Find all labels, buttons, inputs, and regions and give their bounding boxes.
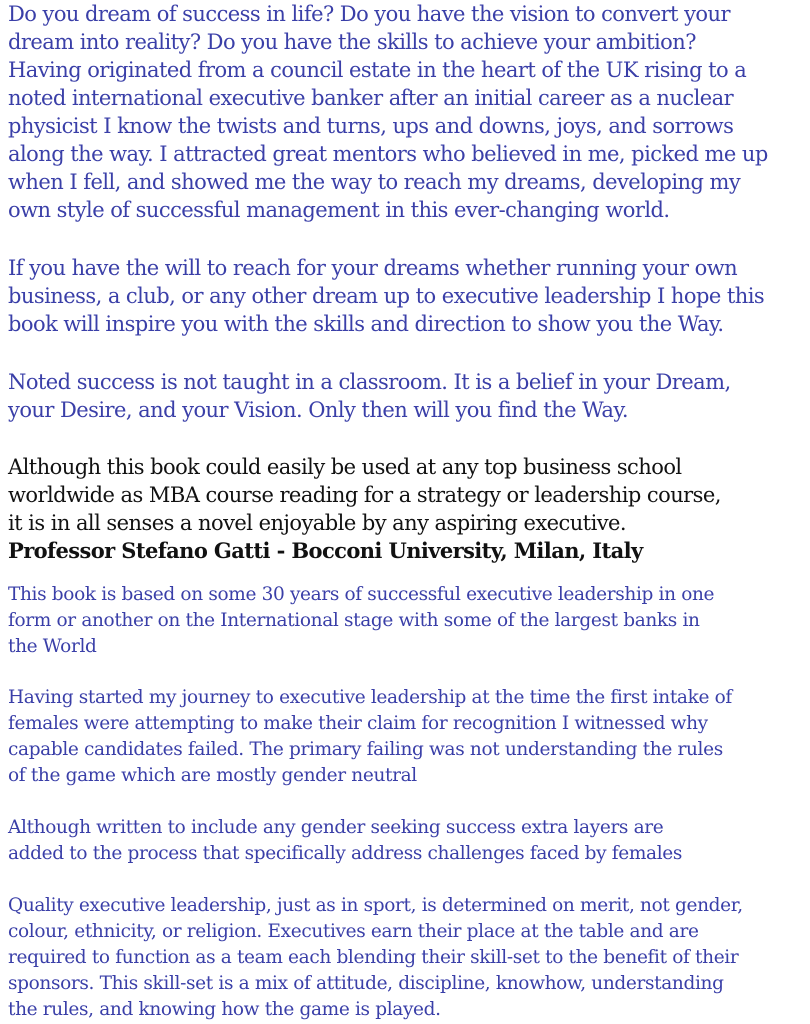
intro-paragraph-vision: Do you dream of success in life? Do you have the vision to convert your dream into reality? Do you have the skills to achieve your ambition? Having originated from a council estate in the heart of the UK rising to a noted international executive banker after an initial career as a nuclear physicist I know the twists and turns, ups and downs, joys, and sorrows along the way. I attracted great mentors who believed in me, picked me up when I fell, and showed me the way to reach my dreams, developing my own style of successful management in this ever-changing world. [8, 2, 768, 222]
endorsement-quote: Although this book could easily be used at any top business school worldwide as MBA course reading for a strategy or leadership course, it is in all senses a novel enjoyable by any aspiring executive. [8, 455, 721, 535]
intro-paragraph-will: If you have the will to reach for your dreams whether running your own business, a club, or any other dream up to executive leadership I hope this book will inspire you with the skills and direction to show you the Way. [8, 256, 765, 336]
about-paragraph-gender: Although written to include any gender seeking success extra layers are added to the process that specifically address challenges faced by females [8, 817, 683, 864]
endorsement-attribution: Professor Stefano Gatti - Bocconi University, Milan, Italy [8, 538, 643, 563]
about-paragraph-experience: This book is based on some 30 years of successful executive leadership in one form or another on the International stage with some of the largest banks in the World [8, 584, 715, 657]
intro-paragraph-belief: Noted success is not taught in a classroom. It is a belief in your Dream, your Desire, and your Vision. Only then will you find the Way. [8, 370, 731, 422]
about-paragraph-journey: Having started my journey to executive leadership at the time the first intake of females were attempting to make their claim for recognition I witnessed why capable candidates failed. The primary failing was not understanding the rules of the game which are mostly gender neutral [8, 687, 732, 786]
about-paragraph-merit: Quality executive leadership, just as in sport, is determined on merit, not gender, colour, ethnicity, or religion. Executives earn their place at the table and are required to function as a team each blending their skill-set to the benefit of their sponsors. This skill-set is a mix of attitude, discipline, knowhow, understanding the rules, and knowing how the game is played. [8, 895, 743, 1020]
